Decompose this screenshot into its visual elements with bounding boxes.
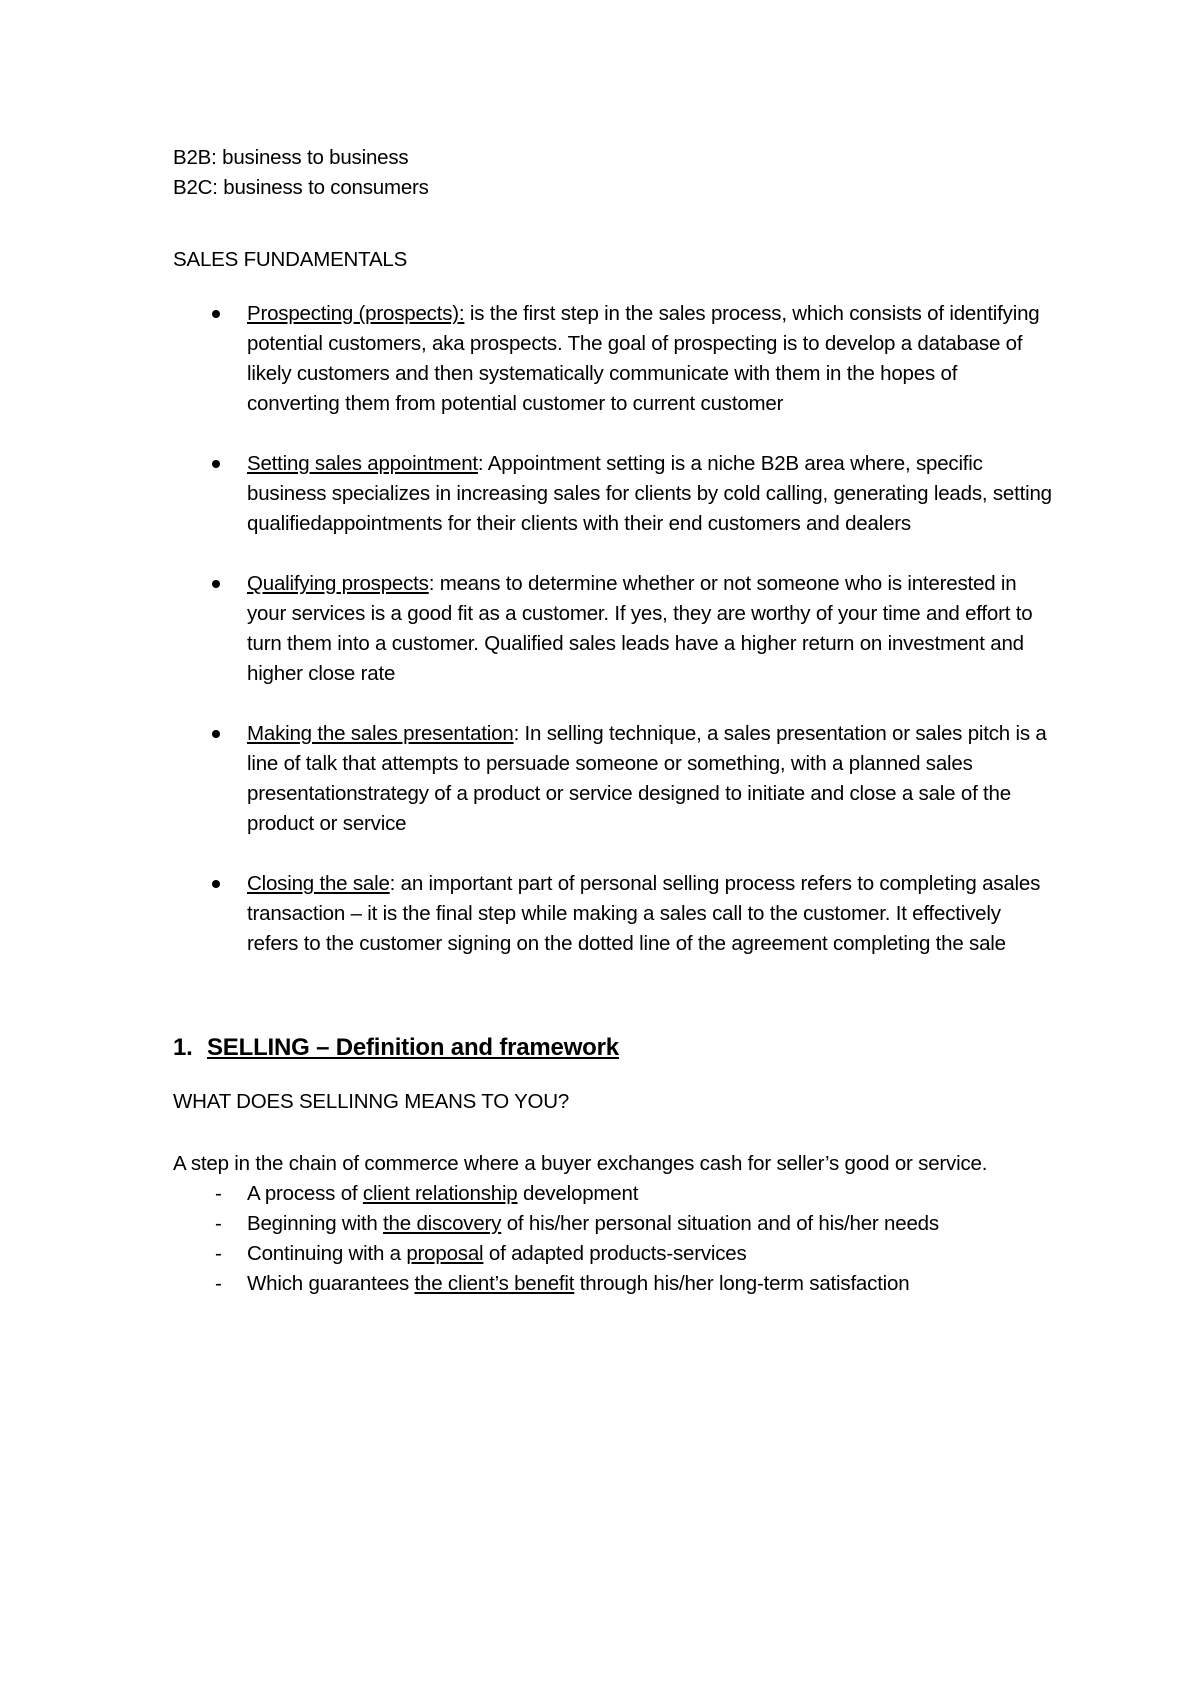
list-item: [173, 869, 1053, 959]
section-title: SELLING – Definition and framework: [207, 1034, 619, 1061]
item-text: development: [517, 1182, 639, 1205]
dash-marker: -: [215, 1212, 222, 1235]
document-body: [173, 143, 1053, 1299]
section-heading: [173, 1031, 1053, 1065]
term-prospecting: Prospecting (prospects):: [247, 302, 465, 325]
b2b-definition: B2B: business to business: [173, 146, 409, 169]
term-description: : means to determine whether or not someone who is interested in your services is a good fit as a customer. If yes, they are worthy of your time and effort to turn them into a customer. Qualified sales leads have a higher return on investment and higher close rate: [247, 572, 1033, 685]
item-text: Beginning with: [247, 1212, 384, 1235]
dash-marker: -: [215, 1272, 222, 1295]
term-sales-presentation: Making the sales presentation: [247, 722, 514, 745]
selling-question: WHAT DOES SELLINNG MEANS TO YOU?: [173, 1090, 570, 1113]
item-text: of adapted products-services: [483, 1242, 747, 1265]
item-key-phrase: the discovery: [383, 1212, 502, 1235]
term-description: : In selling technique, a sales presentation or sales pitch is a line of talk that attempts to persuade someone or something, with a planned sales presentationstrategy of a product or service designed to initiate and close a sale of the product or service: [247, 722, 1047, 835]
list-item: [173, 1239, 1053, 1269]
item-key-phrase: the client’s benefit: [414, 1272, 575, 1295]
term-closing-sale: Closing the sale: [247, 872, 390, 895]
sales-fundamentals-list: [173, 299, 1053, 959]
b2c-definition: B2C: business to consumers: [173, 176, 429, 199]
item-key-phrase: client relationship: [362, 1182, 518, 1205]
list-item: [173, 299, 1053, 419]
item-text: of his/her personal situation and of his/her needs: [501, 1212, 939, 1235]
term-setting-appointment: Setting sales appointment: [247, 452, 478, 475]
list-item: [173, 449, 1053, 539]
bullet-icon: [212, 730, 220, 738]
item-text: Continuing with a: [247, 1242, 407, 1265]
item-key-phrase: proposal: [406, 1242, 484, 1265]
dash-marker: -: [215, 1242, 222, 1265]
selling-process-list: [173, 1179, 1053, 1299]
bullet-icon: [212, 880, 220, 888]
bullet-icon: [212, 460, 220, 468]
item-text: Which guarantees: [247, 1272, 415, 1295]
section-number: 1.: [173, 1034, 193, 1061]
list-item: [173, 569, 1053, 689]
selling-definition: A step in the chain of commerce where a buyer exchanges cash for seller’s good or service.: [173, 1152, 988, 1175]
term-description: : an important part of personal selling process refers to completing asales transaction – it is the final step while making a sales call to the customer. It effectively refers to the customer signing on the dotted line of the agreement completing the sale: [247, 872, 1041, 955]
item-text: through his/her long-term satisfaction: [574, 1272, 910, 1295]
term-description: is the first step in the sales process, which consists of identifying potential customers, aka prospects. The goal of prospecting is to develop a database of likely customers and then systematically communicate with them in the hopes of converting them from potential customer to current customer: [247, 302, 1040, 415]
bullet-icon: [212, 310, 220, 318]
list-item: [173, 1179, 1053, 1209]
sales-fundamentals-heading: SALES FUNDAMENTALS: [173, 248, 408, 271]
bullet-icon: [212, 580, 220, 588]
item-text: A process of: [247, 1182, 363, 1205]
term-description: : Appointment setting is a niche B2B area where, specific business specializes in increasing sales for clients by cold calling, generating leads, setting qualifiedappointments for their clients with their end customers and dealers: [247, 452, 1052, 535]
dash-marker: -: [215, 1182, 222, 1205]
list-item: [173, 1209, 1053, 1239]
list-item: [173, 719, 1053, 839]
list-item: [173, 1269, 1053, 1299]
term-qualifying-prospects: Qualifying prospects: [247, 572, 429, 595]
